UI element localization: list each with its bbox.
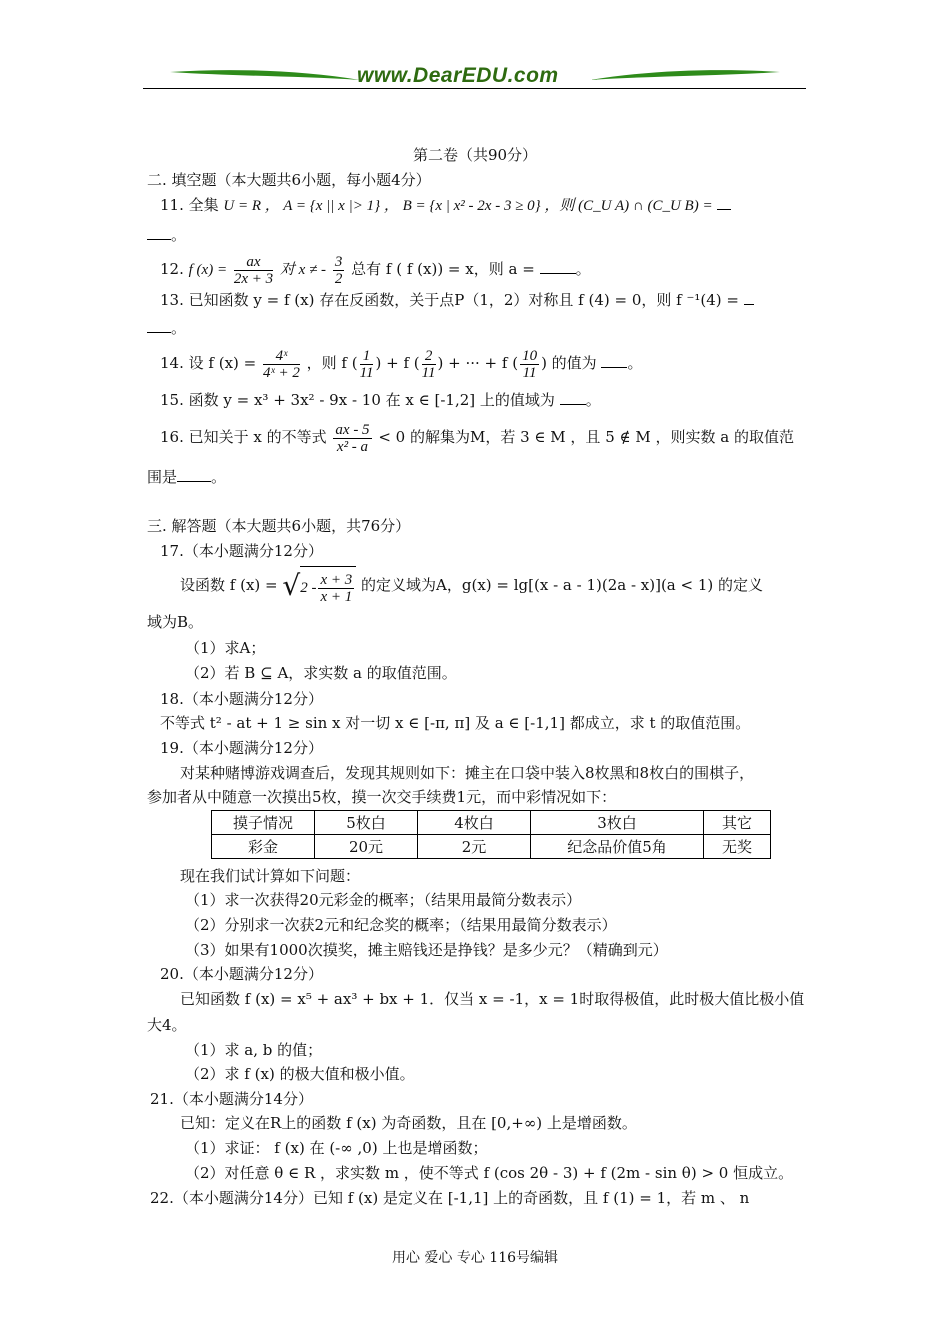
page-footer: 用心 爱心 专心 116号编辑 xyxy=(391,1250,559,1266)
table-cell: 4枚白 xyxy=(418,811,531,835)
q14-prefix: 14. 设 f (x) = xyxy=(160,354,257,372)
sqrt-icon: √ xyxy=(282,569,301,602)
q17-sqrt-pre: 2 - xyxy=(300,580,317,596)
q16-end: 。 xyxy=(211,468,227,486)
q16-continuation xyxy=(147,467,226,487)
q14-fraction-c xyxy=(520,348,539,381)
q19-line1: 对某种赌博游戏调查后，发现其规则如下：摊主在口袋中装入8枚黑和8枚白的围棋子， xyxy=(180,764,755,782)
q17-fraction xyxy=(318,572,354,605)
q12-end: 。 xyxy=(575,260,591,278)
q12-fraction2 xyxy=(333,254,345,287)
q17-a: 设函数 f (x) = xyxy=(180,576,278,594)
q11-end: 。 xyxy=(171,226,187,244)
q14-frac-num: 4ˣ xyxy=(263,348,300,365)
q14-fraction-a xyxy=(360,348,374,381)
q22: 22.（本小题满分14分）已知 f (x) 是定义在 [-1,1] 上的奇函数，且 f (1) = 1，若 m 、 n xyxy=(150,1189,750,1207)
section3-heading: 三. 解答题（本大题共6小题，共76分） xyxy=(147,517,411,535)
left-swoosh-icon xyxy=(170,66,360,86)
q16-blank xyxy=(177,467,211,482)
q15-blank xyxy=(560,390,586,405)
q12-f: f (x) = xyxy=(188,262,228,278)
q15-text: 15. 函数 y = x³ + 3x² - 9x - 10 在 x ∈ [-1,2] 上的值域为 xyxy=(160,391,555,409)
q19-line2: 参加者从中随意一次摸出5枚，摸一次交手续费1元，而中彩情况如下： xyxy=(147,788,617,806)
q12-frac2-den: 2 xyxy=(334,270,343,287)
q14-frac-den: 4ˣ + 2 xyxy=(263,364,300,381)
q13-continuation xyxy=(147,318,186,338)
q16-prefix: 16. 已知关于 x 的不等式 xyxy=(160,428,327,446)
q16-fraction xyxy=(333,422,371,455)
q14-b-den: 11 xyxy=(421,364,436,381)
q17-line2: 域为B。 xyxy=(147,613,204,631)
q20-part1: （1）求 a, b 的值； xyxy=(185,1041,323,1059)
q17-title: 17.（本小题满分12分） xyxy=(160,542,323,560)
q17-b: 的定义域为A，g(x) = lg[(x - a - 1)(2a - x)](a < 1) 的定义 xyxy=(361,576,764,594)
q17-part1: （1）求A； xyxy=(185,639,266,657)
q18-title: 18.（本小题满分12分） xyxy=(160,690,323,708)
q19-title: 19.（本小题满分12分） xyxy=(160,739,323,757)
table-cell: 彩金 xyxy=(212,835,315,859)
q14-blank xyxy=(601,353,627,368)
right-swoosh-icon xyxy=(590,66,780,86)
table-cell: 摸子情况 xyxy=(212,811,315,835)
q14-end: 。 xyxy=(627,354,643,372)
question-14 xyxy=(160,346,642,381)
q16-frac-den: x² - a xyxy=(336,438,369,455)
q20-line1: 已知函数 f (x) = x⁵ + ax³ + bx + 1．仅当 x = -1，x = 1时取得极值，此时极大值比极小值 xyxy=(180,990,805,1008)
q20-line2: 大4。 xyxy=(147,1016,187,1034)
q14-c-num: 10 xyxy=(522,347,538,364)
table-cell: 2元 xyxy=(418,835,531,859)
logo-text: www.DearEDU.com xyxy=(357,64,559,87)
q16-line2: 围是 xyxy=(147,468,178,486)
q18-body: 不等式 t² - at + 1 ≥ sin x 对一切 x ∈ [-π, π] 及 a ∈ [-1,1] 都成立，求 t 的取值范围。 xyxy=(160,714,751,732)
table-row xyxy=(212,811,771,835)
table-cell: 纪念品价值5角 xyxy=(531,835,704,859)
table-cell: 其它 xyxy=(704,811,771,835)
q14-fraction-b xyxy=(422,348,436,381)
q16-tail: < 0 的解集为M，若 3 ∈ M ，且 5 ∉ M ，则实数 a 的取值范 xyxy=(378,428,794,446)
q21-part2: （2）对任意 θ ∈ R ，求实数 m ，使不等式 f (cos 2θ - 3) + f (2m - sin θ) > 0 恒成立。 xyxy=(185,1164,794,1182)
q14-c-den: 11 xyxy=(522,364,537,381)
q11-continuation xyxy=(147,225,186,245)
q19-part3: （3）如果有1000次摸奖，摊主赔钱还是挣钱？是多少元？（精确到元） xyxy=(185,941,668,959)
q20-part2: （2）求 f (x) 的极大值和极小值。 xyxy=(185,1065,415,1083)
q15-end: 。 xyxy=(585,391,601,409)
q14-fraction xyxy=(263,348,300,381)
q14-a-den: 11 xyxy=(359,364,374,381)
q14-b-num: 2 xyxy=(422,348,436,365)
table-cell: 无奖 xyxy=(704,835,771,859)
q17-frac-num: x + 3 xyxy=(320,571,353,588)
q12-prefix: 12. xyxy=(160,260,184,278)
q20-title: 20.（本小题满分12分） xyxy=(160,965,323,983)
table-row xyxy=(212,835,771,859)
q14-a-num: 1 xyxy=(360,348,374,365)
prize-table xyxy=(211,810,771,859)
q21-title: 21.（本小题满分14分） xyxy=(150,1090,313,1108)
q13-blank-a xyxy=(744,290,754,305)
part-title: 第二卷（共90分） xyxy=(412,146,538,164)
table-cell: 20元 xyxy=(315,835,418,859)
q17-part2: （2）若 B ⊆ A，求实数 a 的取值范围。 xyxy=(185,664,457,682)
q17-statement xyxy=(180,566,763,606)
q11-body: U = R ， A = {x || x |> 1} ， B = {x | x² - 2x - 3 ≥ 0} ，则 (C_U A) ∩ (C_U B) = xyxy=(223,198,713,214)
q13-blank-b xyxy=(147,318,171,333)
q14-mid1: ，则 f ( xyxy=(306,354,358,372)
q11-blank-b xyxy=(147,225,171,240)
question-11 xyxy=(160,195,731,216)
header-rule xyxy=(143,88,806,89)
q11-blank-a xyxy=(717,195,731,210)
q19-intro: 现在我们试计算如下问题： xyxy=(180,867,361,885)
question-12 xyxy=(160,252,591,287)
q13-end: 。 xyxy=(171,319,187,337)
q14-mid2: ) + f ( xyxy=(375,354,420,372)
table-cell: 5枚白 xyxy=(315,811,418,835)
q21-part1: （1）求证： f (x) 在 (-∞ ,0) 上也是增函数； xyxy=(185,1139,488,1157)
question-15 xyxy=(160,390,601,410)
q19-part2: （2）分别求一次获2元和纪念奖的概率；（结果用最简分数表示） xyxy=(185,916,617,934)
q17-radicand xyxy=(300,566,356,606)
q21-line1: 已知：定义在R上的函数 f (x) 为奇函数，且在 [0,+∞) 上是增函数。 xyxy=(180,1114,637,1132)
section2-heading: 二. 填空题（本大题共6小题，每小题4分） xyxy=(147,171,431,189)
q14-tail: ) 的值为 xyxy=(541,354,597,372)
q17-frac-den: x + 1 xyxy=(320,588,353,605)
table-cell: 3枚白 xyxy=(531,811,704,835)
q12-frac2-num: 3 xyxy=(334,253,343,270)
question-13 xyxy=(160,290,754,310)
q13-text: 13. 已知函数 y = f (x) 存在反函数，关于点P（1，2）对称且 f (4) = 0，则 f ⁻¹(4) = xyxy=(160,291,739,309)
q12-frac-num: ax xyxy=(234,254,273,271)
question-16 xyxy=(160,420,794,455)
q14-mid3: ) + ··· + f ( xyxy=(437,354,519,372)
q12-mid: 对 x ≠ - xyxy=(279,262,327,278)
q19-part1: （1）求一次获得20元彩金的概率；（结果用最简分数表示） xyxy=(185,891,582,909)
q12-blank xyxy=(540,259,576,274)
q12-frac-den: 2x + 3 xyxy=(233,270,274,287)
q12-fraction xyxy=(234,254,273,287)
q11-prefix: 11. 全集 xyxy=(160,196,219,214)
q12-tail: 总有 f ( f (x)) = x，则 a = xyxy=(351,260,535,278)
q16-frac-num: ax - 5 xyxy=(335,421,370,438)
